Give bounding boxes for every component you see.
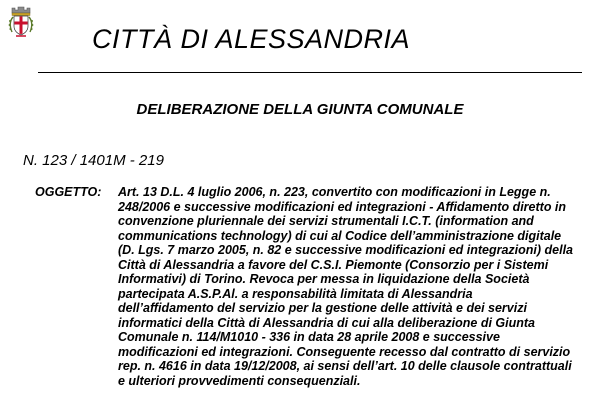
subject-line: dell’affidamento del servizio per la gestione delle attività e dei servizi xyxy=(118,301,527,315)
subject-text xyxy=(118,185,593,388)
subject-line: Art. 13 D.L. 4 luglio 2006, n. 223, convertito con modificazioni in Legge n. xyxy=(118,185,551,199)
subject-line: Informativi) di Torino. Revoca per messa in liquidazione della Società xyxy=(118,272,530,286)
subject-line: (D. Lgs. 7 marzo 2005, n. 82 e successive modificazioni ed integrazioni) della xyxy=(118,243,574,257)
subject-line: Comunale n. 114/M1010 - 336 in data 28 aprile 2008 e successive xyxy=(118,330,500,344)
subject-line: Città di Alessandria a favore del C.S.I. Piemonte (Consorzio per i Sistemi xyxy=(118,257,549,272)
act-number: N. 123 / 1401M - 219 xyxy=(23,152,164,169)
subject-line: convenzione pluriennale dei servizi strumentali I.C.T. (information and xyxy=(118,214,534,228)
city-title: CITTÀ DI ALESSANDRIA xyxy=(92,24,411,54)
subject-line: rep. n. 4616 in data 19/12/2008, ai sensi dell’art. 10 delle clausole contrattuali xyxy=(118,359,572,373)
subject-line: e ulteriori provvedimenti consequenziali. xyxy=(118,373,361,388)
subject-line: communications technology) di cui al Codice dell’amministrazione digitale xyxy=(118,228,562,243)
title-divider xyxy=(38,72,582,73)
subject-line: informatici della Città di Alessandria di cui alla deliberazione di Giunta xyxy=(118,315,535,330)
subject-line: 248/2006 e successive modificazioni ed integrazioni - Affidamento diretto in xyxy=(118,199,567,214)
subject-line: modificazioni ed integrazioni. Conseguente recesso dal contratto di servizio xyxy=(118,344,571,359)
city-coat-of-arms-icon xyxy=(4,5,38,39)
subject-label: OGGETTO: xyxy=(35,185,102,199)
deliberation-heading: DELIBERAZIONE DELLA GIUNTA COMUNALE xyxy=(136,101,464,118)
subject-line: partecipata A.S.P.Al. a responsabilità limitata di Alessandria xyxy=(118,286,473,301)
